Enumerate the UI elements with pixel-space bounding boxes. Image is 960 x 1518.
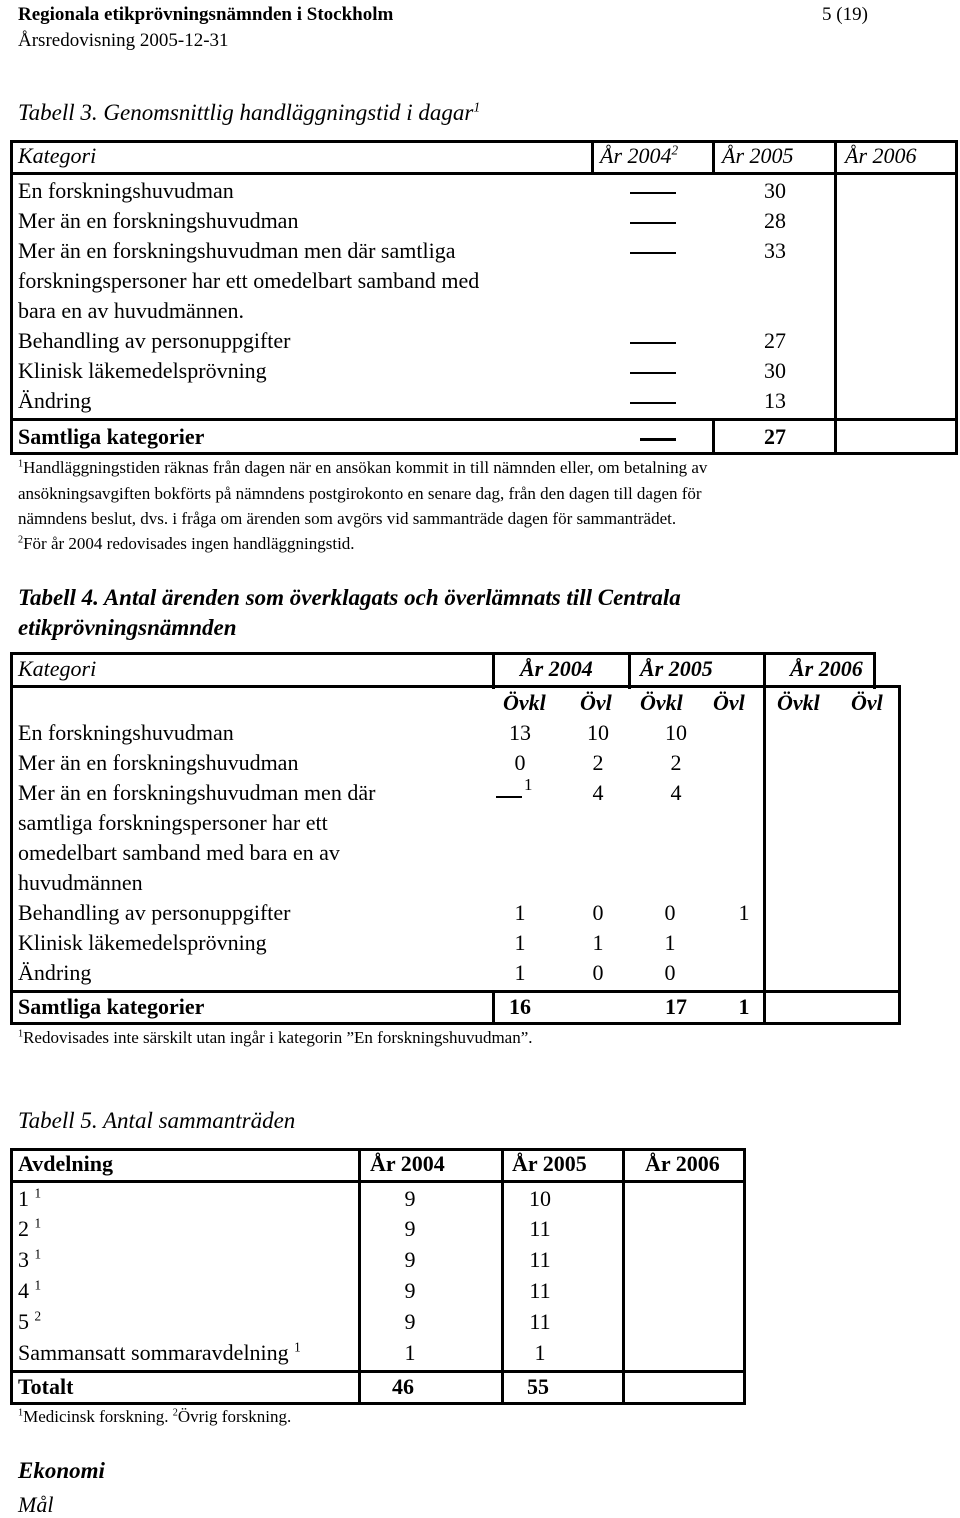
table3-caption-prefix: Tabell 3. bbox=[18, 100, 98, 125]
table5-total-2005: 55 bbox=[527, 1374, 549, 1399]
table5-total-2004: 46 bbox=[392, 1374, 414, 1399]
table4-sub-ovl: Övl bbox=[580, 690, 612, 715]
table4-head-category: Kategori bbox=[18, 656, 97, 681]
table5-cell: 11 bbox=[529, 1247, 551, 1272]
table4-cell: 1 bbox=[664, 930, 676, 955]
table3-row-label: Ändring bbox=[18, 388, 92, 413]
table3-total-label: Samtliga kategorier bbox=[18, 424, 205, 449]
header-org: Regionala etikprövningsnämnden i Stockholm bbox=[18, 4, 394, 25]
table4-row-label: Behandling av personuppgifter bbox=[18, 900, 291, 925]
table4-sub-ovkl: Övkl bbox=[503, 690, 546, 715]
table3-head-2005: År 2005 bbox=[722, 143, 794, 168]
table3-row-value: 30 bbox=[764, 358, 786, 383]
table4-head-2006: År 2006 bbox=[790, 656, 863, 681]
table4-cell: 0 bbox=[514, 750, 526, 775]
table3-row-label: forskningspersoner har ett omedelbart samband med bbox=[18, 268, 480, 293]
table4-cell: 1 bbox=[514, 900, 526, 925]
table4-cell-sup: 1 bbox=[524, 775, 533, 794]
table4-cell: 2 bbox=[670, 750, 682, 775]
table4-cell: 1 bbox=[514, 960, 526, 985]
table3-row-label: Mer än en forskningshuvudman men där samtliga bbox=[18, 238, 456, 263]
table4-row-label: Mer än en forskningshuvudman men där bbox=[18, 780, 376, 805]
table3-head-2004: År 2004$^2$ bbox=[600, 142, 679, 168]
table4-caption-cont: etikprövningsnämnden bbox=[18, 615, 237, 640]
table4-cell: 1 bbox=[738, 900, 750, 925]
table4-cell: 2 bbox=[592, 750, 604, 775]
table3-row-value: 33 bbox=[764, 238, 786, 263]
table3-head-2006: År 2006 bbox=[845, 143, 917, 168]
table3-caption-text: Genomsnittlig handläggningstid i dagar bbox=[97, 100, 474, 125]
table5-footnote: $^1$Medicinsk forskning. $^2$Övrig forskning. bbox=[18, 1407, 292, 1426]
table4-cell: 1 bbox=[592, 930, 604, 955]
table3-total-value: 27 bbox=[764, 424, 786, 449]
table5-caption: Tabell 5. Antal sammanträden bbox=[18, 1108, 296, 1133]
section-subtitle: Mål bbox=[18, 1492, 54, 1517]
table5-cell: 9 bbox=[404, 1216, 416, 1241]
table5-head-avdelning: Avdelning bbox=[18, 1151, 113, 1176]
table5-row-label: Sammansatt sommaravdelning $^1$ bbox=[18, 1339, 301, 1365]
table3-row-label: Behandling av personuppgifter bbox=[18, 328, 291, 353]
table5-cell: 11 bbox=[529, 1278, 551, 1303]
table4-cell: 0 bbox=[664, 900, 676, 925]
table5-row-label: 3 $^1$ bbox=[18, 1246, 42, 1272]
table4-row-label: huvudmännen bbox=[18, 870, 143, 895]
table5-cell: 1 bbox=[534, 1340, 546, 1365]
table5-cell: 11 bbox=[529, 1216, 551, 1241]
header-doc: Årsredovisning 2005-12-31 bbox=[18, 30, 229, 51]
table5-cell: 9 bbox=[404, 1309, 416, 1334]
table5-row-label: 1 $^1$ bbox=[18, 1185, 42, 1211]
section-title: Ekonomi bbox=[18, 1458, 105, 1483]
table4-total-2005b: 1 bbox=[738, 994, 750, 1019]
table3-row-label: Klinisk läkemedelsprövning bbox=[18, 358, 267, 383]
table5-head-2005: År 2005 bbox=[512, 1151, 587, 1176]
table4-total-2004: 16 bbox=[509, 994, 531, 1019]
table4-cell: 4 bbox=[592, 780, 604, 805]
table5-cell: 9 bbox=[404, 1186, 416, 1211]
table3-footnote-1-cont: ansökningsavgiften bokförts på nämndens postgirokonto en senare dag, från den dagen till dagen för bbox=[18, 484, 702, 503]
table4-row-label: samtliga forskningspersoner har ett bbox=[18, 810, 328, 835]
table5-head-2004: År 2004 bbox=[370, 1151, 445, 1176]
table3-row-label: Mer än en forskningshuvudman bbox=[18, 208, 299, 233]
table4-sub-ovkl: Övkl bbox=[640, 690, 683, 715]
table3-row-value: 27 bbox=[764, 328, 786, 353]
table4-row-label: Mer än en forskningshuvudman bbox=[18, 750, 299, 775]
table5-cell: 9 bbox=[404, 1247, 416, 1272]
table5-head-2006: År 2006 bbox=[645, 1151, 720, 1176]
table5-row-label: 2 $^1$ bbox=[18, 1215, 42, 1241]
table4-row-label: Ändring bbox=[18, 960, 92, 985]
table3-row-value: 13 bbox=[764, 388, 786, 413]
table3-head-category: Kategori bbox=[18, 143, 97, 168]
table3-row-value: 30 bbox=[764, 178, 786, 203]
table4-cell: 10 bbox=[587, 720, 609, 745]
page-number: 5 (19) bbox=[822, 4, 868, 25]
table5-cell: 9 bbox=[404, 1278, 416, 1303]
table4-sub-ovkl: Övkl bbox=[777, 690, 820, 715]
table4-cell: 0 bbox=[664, 960, 676, 985]
table4-sub-ovl: Övl bbox=[851, 690, 883, 715]
table4-cell: 4 bbox=[670, 780, 682, 805]
table3-caption-sup: 1 bbox=[473, 99, 481, 115]
table4-total-label: Samtliga kategorier bbox=[18, 994, 205, 1019]
table3-footnote-1-cont: nämndens beslut, dvs. i fråga om ärenden som avgörs vid sammanträde dagen för sammanträdet. bbox=[18, 509, 677, 528]
table3-row-label: bara en av huvudmännen. bbox=[18, 298, 245, 323]
table5-row-label: 4 $^1$ bbox=[18, 1277, 42, 1303]
table4-cell: 13 bbox=[509, 720, 531, 745]
table4-row-label: Klinisk läkemedelsprövning bbox=[18, 930, 267, 955]
table4-head-2004: År 2004 bbox=[520, 656, 593, 681]
table4-total-2005a: 17 bbox=[665, 994, 687, 1019]
table5-cell: 1 bbox=[404, 1340, 416, 1365]
table4-row-label: omedelbart samband med bara en av bbox=[18, 840, 340, 865]
table4-sub-ovl: Övl bbox=[713, 690, 745, 715]
table3-caption bbox=[18, 100, 480, 126]
table4-cell: 10 bbox=[665, 720, 687, 745]
table4-head-2005: År 2005 bbox=[640, 656, 713, 681]
table4-cell: 0 bbox=[592, 900, 604, 925]
table3-footnote-2: $^2$För år 2004 redovisades ingen handläggningstid. bbox=[18, 534, 355, 553]
table5-cell: 10 bbox=[529, 1186, 551, 1211]
table4-caption: Tabell 4. Antal ärenden som överklagats och överlämnats till Centrala bbox=[18, 585, 681, 610]
table4-row-label: En forskningshuvudman bbox=[18, 720, 234, 745]
table5-total-label: Totalt bbox=[18, 1374, 74, 1399]
table5-row-label: 5 $^2$ bbox=[18, 1308, 42, 1334]
table4-cell: 0 bbox=[592, 960, 604, 985]
table3-footnote-1: $^1$Handläggningstiden räknas från dagen när en ansökan kommit in till nämnden eller, om betalning av bbox=[18, 458, 708, 477]
table3-row-value: 28 bbox=[764, 208, 786, 233]
table3-row-label: En forskningshuvudman bbox=[18, 178, 234, 203]
table4-cell: 1 bbox=[514, 930, 526, 955]
table4-footnote: $^1$Redovisades inte särskilt utan ingår i kategorin ”En forskningshuvudman”. bbox=[18, 1028, 533, 1047]
table5-cell: 11 bbox=[529, 1309, 551, 1334]
